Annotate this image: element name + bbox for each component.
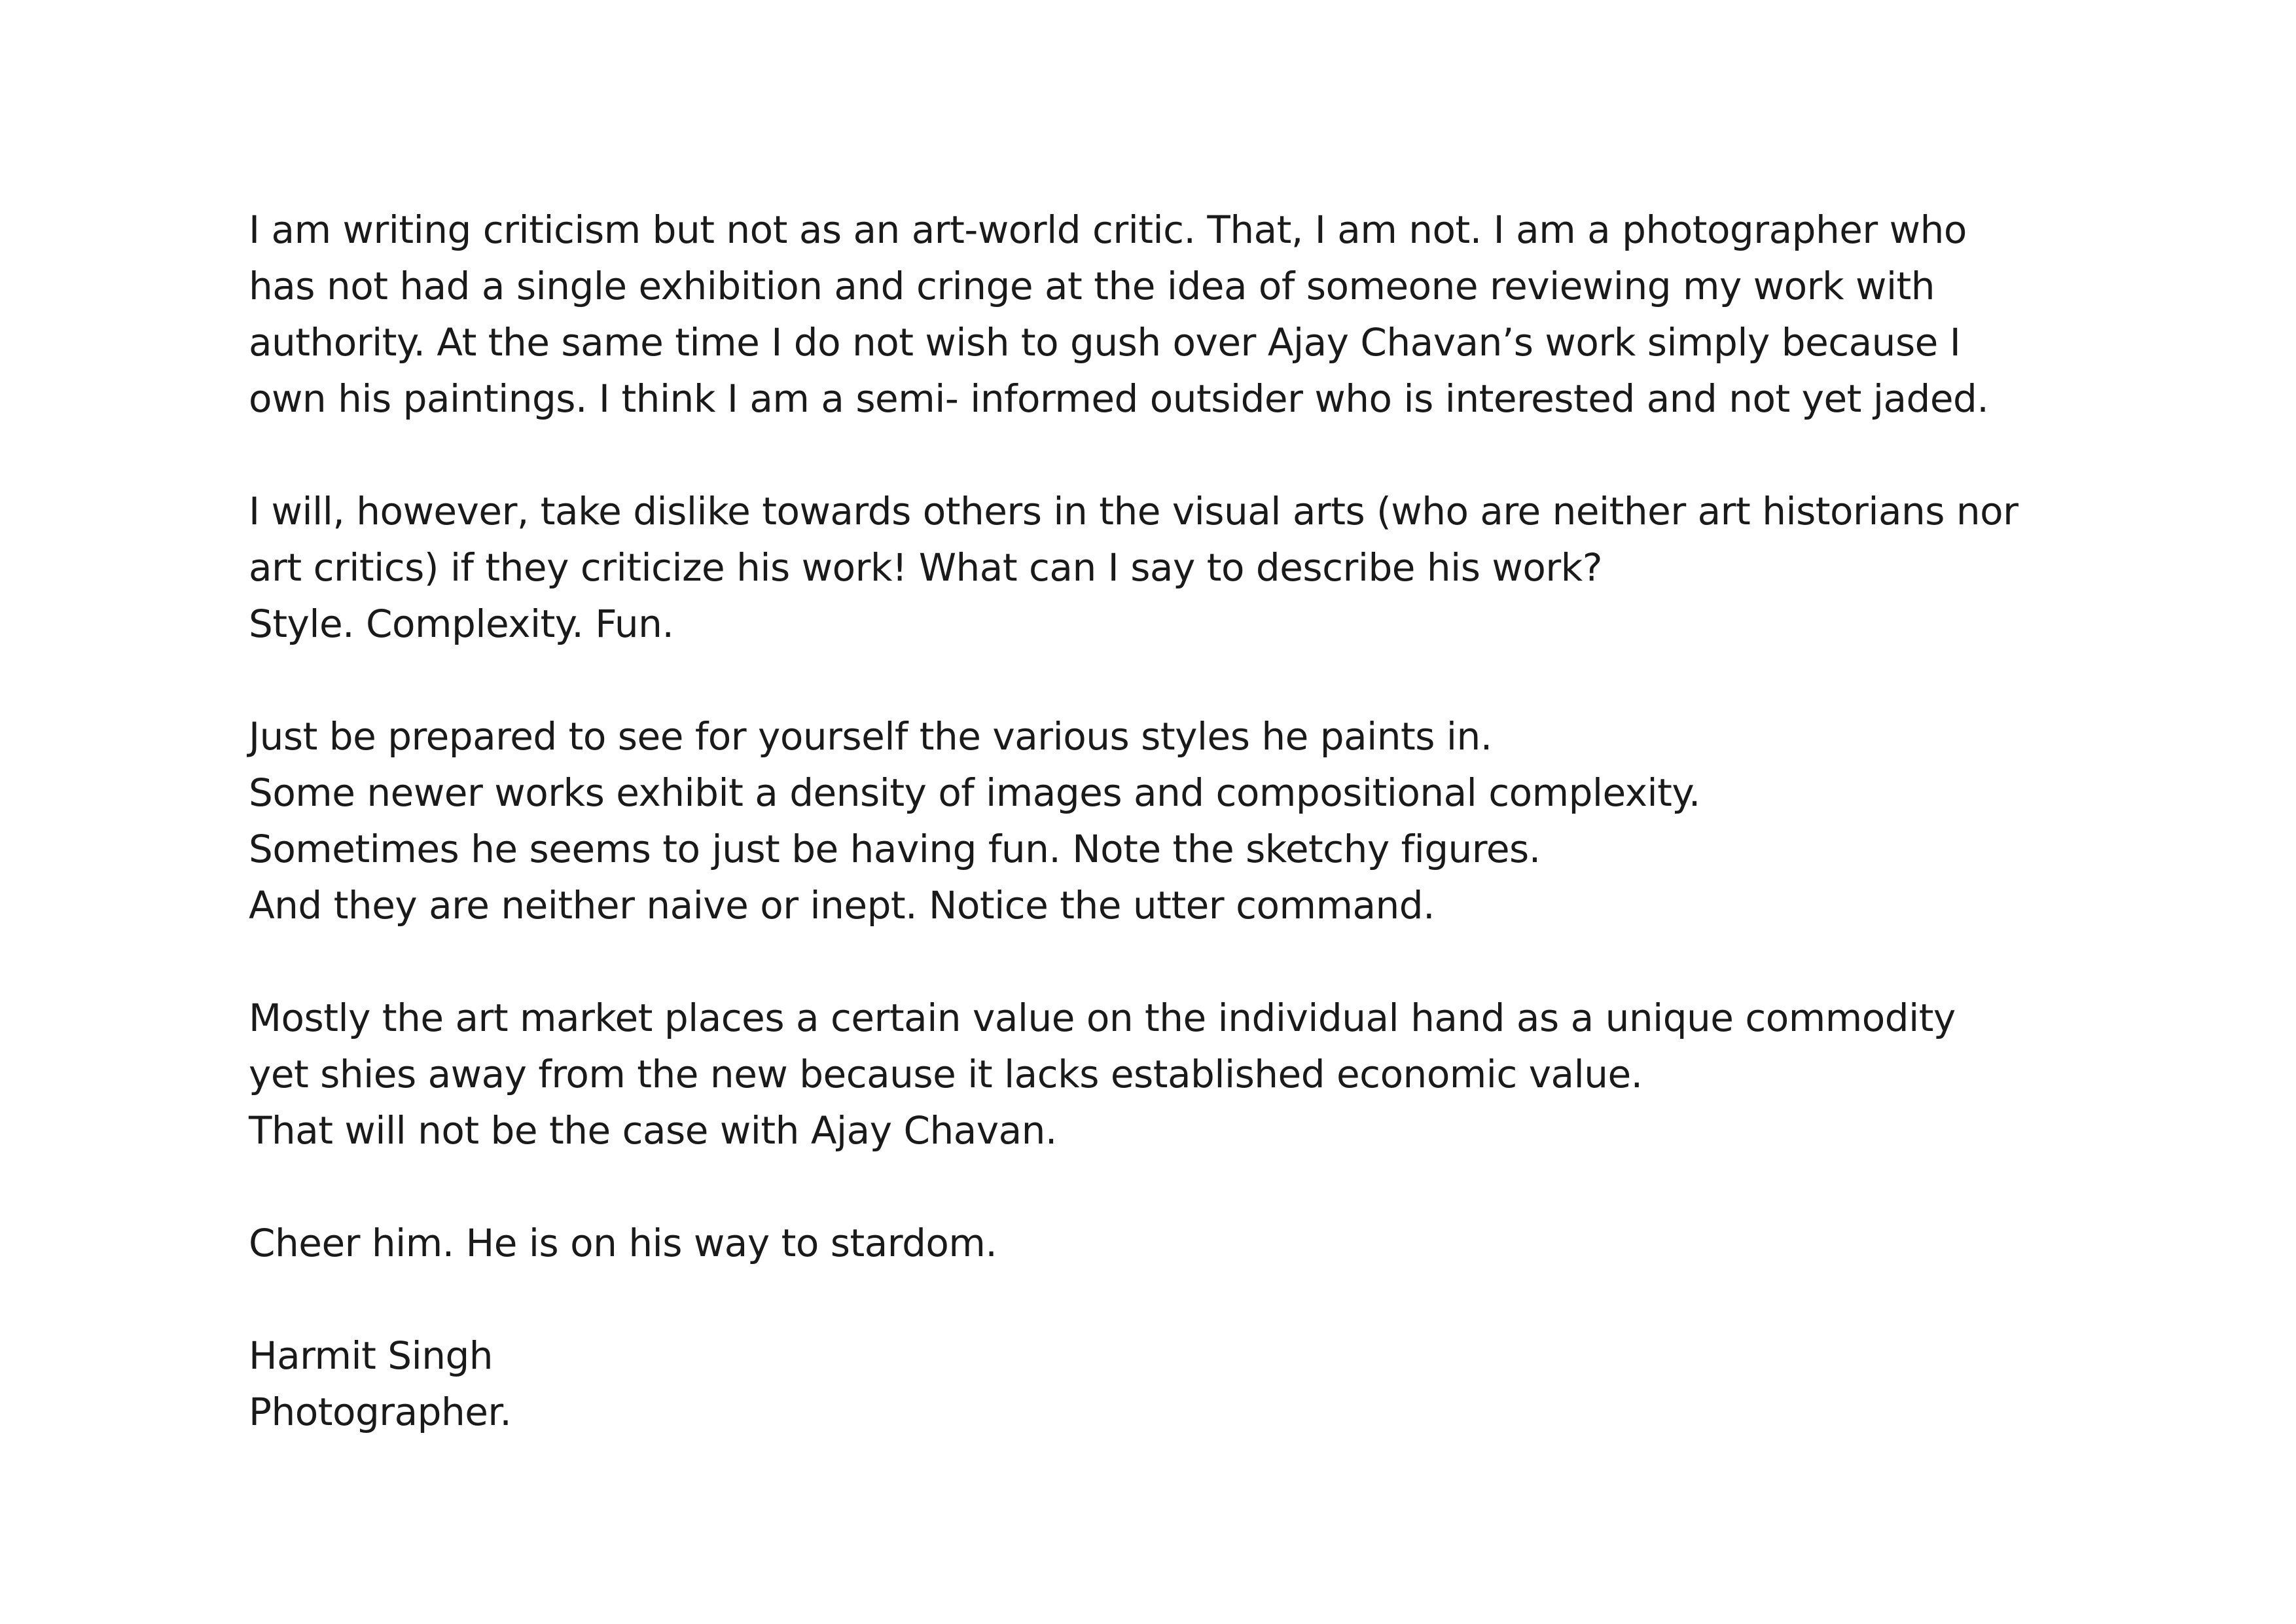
paragraph-gap — [249, 1159, 2147, 1215]
text-line: Sometimes he seems to just be having fun. Note the sketchy figures. — [249, 827, 1541, 871]
text-line: Some newer works exhibit a density of images and compositional complexity. — [249, 770, 1700, 815]
paragraph-gap — [249, 933, 2147, 990]
text-line: art critics) if they criticize his work! What can I say to describe his work? — [249, 545, 1603, 590]
text-line: And they are neither naive or inept. Notice the utter command. — [249, 883, 1435, 928]
text-line: yet shies away from the new because it lacks established economic value. — [249, 1052, 1643, 1096]
paragraph-criticism — [249, 483, 2147, 652]
paragraph-gap — [249, 1271, 2147, 1327]
signature-name: Harmit Singh — [249, 1333, 493, 1378]
letter-body — [249, 202, 2147, 1440]
paragraph-styles — [249, 708, 2147, 933]
text-line: authority. At the same time I do not wish to gush over Ajay Chavan’s work simply because I — [249, 320, 1961, 365]
text-line: own his paintings. I think I am a semi- informed outsider who is interested and not yet jaded. — [249, 376, 1989, 421]
paragraph-gap — [249, 427, 2147, 483]
signature-block — [249, 1327, 2147, 1440]
text-line: Mostly the art market places a certain value on the individual hand as a unique commodity — [249, 996, 1956, 1040]
text-line: I am writing criticism but not as an art-world critic. That, I am not. I am a photographer who — [249, 208, 1967, 252]
paragraph-gap — [249, 652, 2147, 708]
paragraph-market — [249, 990, 2147, 1159]
text-line: Style. Complexity. Fun. — [249, 602, 674, 646]
paragraph-closing — [249, 1215, 2147, 1271]
text-line: Cheer him. He is on his way to stardom. — [249, 1221, 997, 1265]
paragraph-intro — [249, 202, 2147, 427]
text-line: has not had a single exhibition and cringe at the idea of someone reviewing my work with — [249, 264, 1935, 308]
text-line: That will not be the case with Ajay Chavan. — [249, 1108, 1057, 1153]
signature-title: Photographer. — [249, 1390, 512, 1434]
text-line: I will, however, take dislike towards others in the visual arts (who are neither art historians nor — [249, 489, 2018, 533]
text-line: Just be prepared to see for yourself the various styles he paints in. — [249, 714, 1492, 759]
